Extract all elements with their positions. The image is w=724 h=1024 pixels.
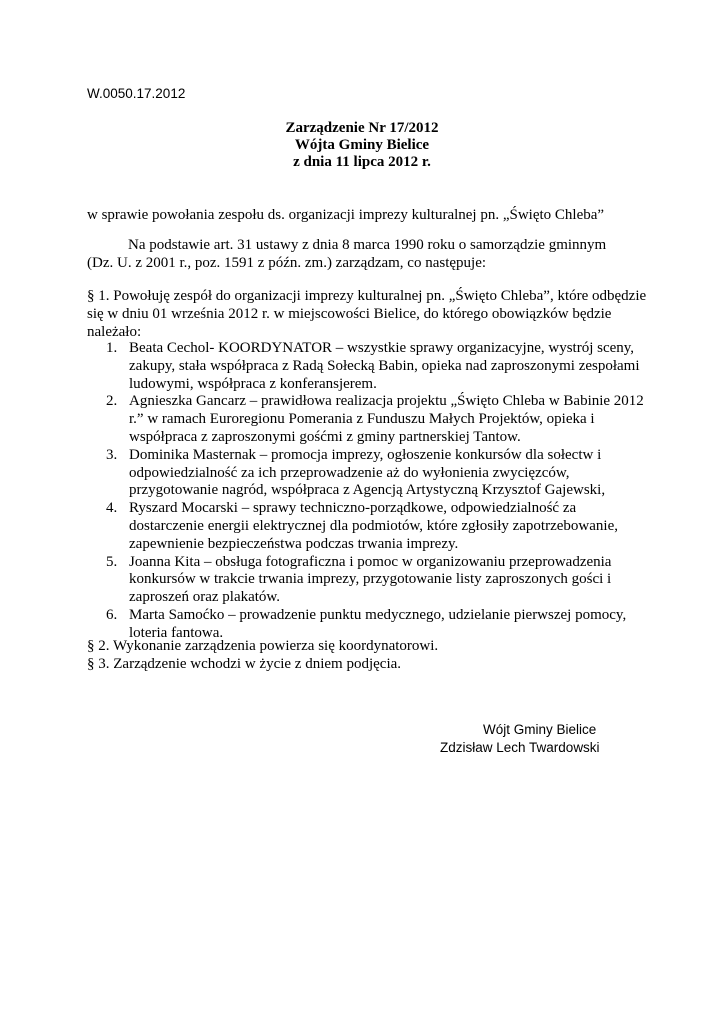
paragraph-1: § 1. Powołuję zespół do organizacji imprezy kulturalnej pn. „Święto Chleba”, które odbędzie się w dniu 01 września 2012 r. w miejscowości Bielice, do którego obowiązków będzie należało:: [87, 288, 647, 340]
list-item-text: Dominika Masternak – promocja imprezy, ogłoszenie konkursów dla sołectw i odpowiedzialność za ich przeprowadzenie aż do wyłonienia zwycięzców, przygotowanie nagród, współpraca z Agencją Artystyczną Krzysztof Gajewski,: [129, 446, 606, 499]
list-item-number: 4.: [106, 500, 118, 517]
list-item-number: 1.: [106, 340, 118, 356]
document-title: [0, 120, 724, 171]
document-reference: W.0050.17.2012: [87, 86, 186, 101]
title-line-2: Wójta Gminy Bielice: [294, 137, 430, 153]
list-item-text: Beata Cechol- KOORDYNATOR – wszystkie sprawy organizacyjne, wystrój sceny, zakupy, stała współpraca z Radą Sołecką Babin, opieka nad zaproszonymi zespołami ludowymi, współpraca z konferansjerem.: [129, 340, 640, 392]
signature-block: [440, 721, 670, 757]
title-line-3: z dnia 11 lipca 2012 r.: [293, 154, 431, 170]
list-item: [87, 500, 647, 553]
legal-basis: Na podstawie art. 31 ustawy z dnia 8 marca 1990 roku o samorządzie gminnym (Dz. U. z 2001 r., poz. 1591 z późn. zm.) zarządzam, co następuje:: [87, 237, 607, 271]
list-item-number: 5.: [106, 553, 118, 570]
paragraph-3: § 3. Zarządzenie wchodzi w życie z dniem podjęcia.: [87, 656, 402, 672]
list-item-number: 6.: [106, 606, 118, 623]
title-line-1: Zarządzenie Nr 17/2012: [285, 120, 439, 136]
paragraph-2: § 2. Wykonanie zarządzenia powierza się koordynatorowi.: [87, 638, 439, 654]
list-item-text: Marta Samoćko – prowadzenie punktu medycznego, udzielanie pierwszej pomocy, loteria fantowa.: [129, 606, 627, 641]
list-item: [87, 447, 647, 500]
list-item: [87, 393, 647, 446]
list-item-text: Ryszard Mocarski – sprawy techniczno-porządkowe, odpowiedzialność za dostarczenie energii elektrycznej dla podmiotów, które zgłosiły zapotrzebowanie, zapewnienie bezpieczeństwa podczas trwania imprezy.: [129, 500, 618, 552]
list-item-number: 2.: [106, 393, 118, 410]
list-item-number: 3.: [106, 446, 118, 463]
list-item: [87, 340, 647, 393]
signature-name: Zdzisław Lech Twardowski: [440, 740, 600, 755]
signature-title: Wójt Gminy Bielice: [483, 722, 597, 737]
list-item-text: Agnieszka Gancarz – prawidłowa realizacja projektu „Święto Chleba w Babinie 2012 r.” w ramach Euroregionu Pomerania z Funduszu Małych Projektów, opieka i współpraca z zaproszonymi gośćmi z gminy partnerskiej Tantow.: [129, 393, 644, 445]
list-item-text: Joanna Kita – obsługa fotograficzna i pomoc w organizowaniu przeprowadzenia konkursów w trakcie trwania imprezy, przygotowanie listy zaproszonych gości i zaproszeń oraz plakatów.: [129, 553, 612, 606]
document-subject: w sprawie powołania zespołu ds. organizacji imprezy kulturalnej pn. „Święto Chleba”: [87, 207, 605, 223]
members-list: [87, 340, 647, 643]
list-item: [87, 554, 647, 607]
